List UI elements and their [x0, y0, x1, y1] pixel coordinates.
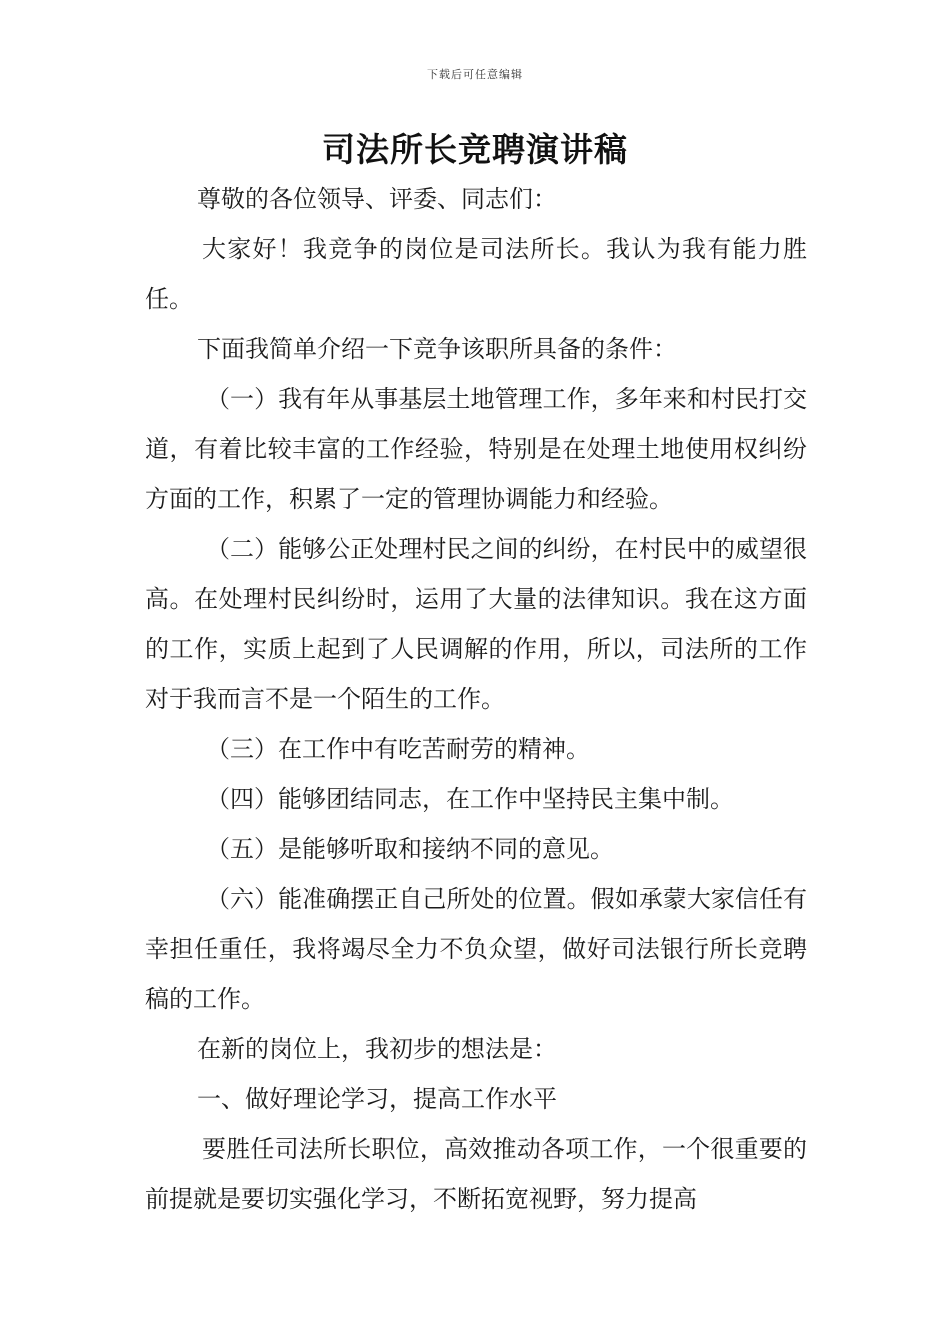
- condition-3-paragraph: （三）在工作中有吃苦耐劳的精神。: [206, 735, 590, 763]
- intro-paragraph: 下面我简单介绍一下竞争该职所具备的条件：: [197, 335, 677, 363]
- salutation-paragraph: 尊敬的各位领导、评委、同志们：: [197, 185, 557, 213]
- condition-6-paragraph: （六）能准确摆正自己所处的位置。假如承蒙大家信任有幸担任重任，我将竭尽全力不负众望，做好司法银行所长竞聘稿的工作。: [145, 885, 807, 1013]
- condition-1-paragraph: （一）我有年从事基层土地管理工作，多年来和村民打交道，有着比较丰富的工作经验，特别是在处理土地使用权纠纷方面的工作，积累了一定的管理协调能力和经验。: [145, 385, 807, 513]
- condition-4-paragraph: （四）能够团结同志，在工作中坚持民主集中制。: [206, 785, 734, 813]
- plan-intro-paragraph: 在新的岗位上，我初步的想法是：: [197, 1035, 557, 1063]
- greeting-paragraph: 大家好！我竞争的岗位是司法所长。我认为我有能力胜任。: [145, 235, 807, 313]
- section-heading-1: 一、做好理论学习，提高工作水平: [197, 1085, 557, 1113]
- document-title: 司法所长竞聘演讲稿: [322, 130, 628, 169]
- document-body: [145, 174, 807, 1224]
- study-paragraph: 要胜任司法所长职位，高效推动各项工作，一个很重要的前提就是要切实强化学习，不断拓宽视野，努力提高: [145, 1135, 807, 1213]
- header-note: 下载后可任意编辑: [427, 68, 523, 81]
- condition-5-paragraph: （五）是能够听取和接纳不同的意见。: [206, 835, 614, 863]
- condition-2-paragraph: （二）能够公正处理村民之间的纠纷，在村民中的威望很高。在处理村民纠纷时，运用了大量的法律知识。我在这方面的工作，实质上起到了人民调解的作用，所以，司法所的工作对于我而言不是一个陌生的工作。: [145, 535, 807, 713]
